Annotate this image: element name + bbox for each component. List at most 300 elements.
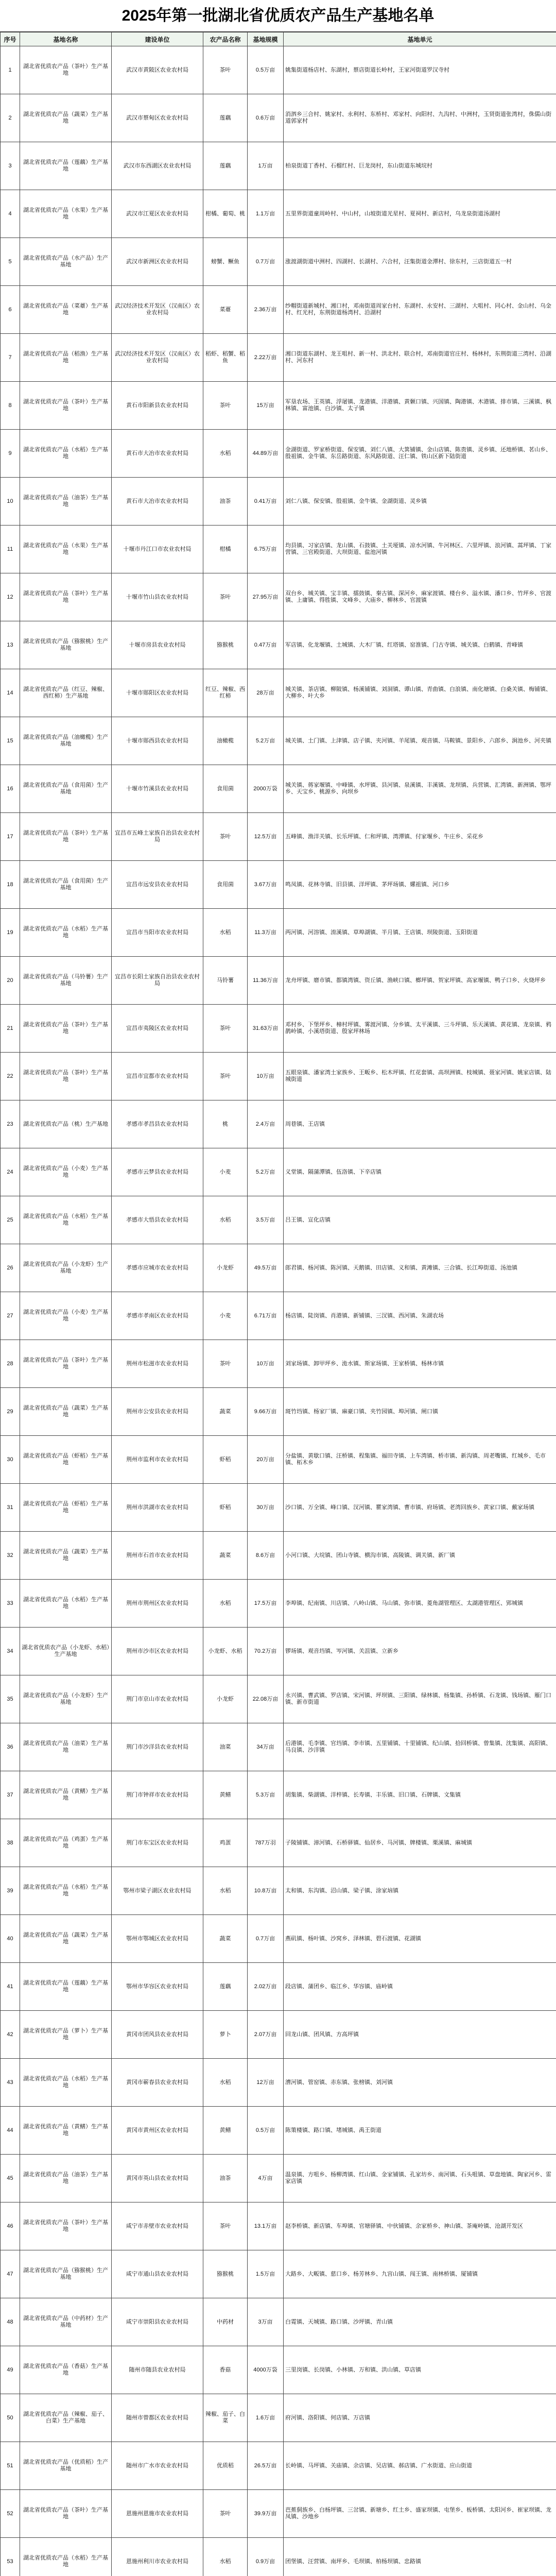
cell-units-text: 义堂镇、隔蒲潭镇、伍洛镇、下辛店镇 — [285, 1168, 381, 1175]
cell-product — [203, 1244, 248, 1292]
cell-product — [203, 909, 248, 957]
cell-name-text: 湖北省优质农产品（黄鳝）生产基地 — [23, 2124, 108, 2137]
cell-product — [203, 2250, 248, 2298]
cell-scale — [248, 1100, 284, 1148]
cell-name — [20, 909, 112, 957]
table-row — [1, 1867, 556, 1915]
cell-scale — [248, 669, 284, 717]
column-header-name: 基地名称 — [20, 32, 112, 46]
cell-product-text: 马铃薯 — [217, 977, 234, 984]
cell-org — [112, 2442, 203, 2490]
cell-units — [284, 2490, 556, 2538]
cell-scale-text: 39.9万亩 — [254, 2510, 277, 2517]
table-row — [1, 478, 556, 526]
cell-name — [20, 526, 112, 573]
cell-no-text: 20 — [7, 977, 13, 984]
cell-product — [203, 1292, 248, 1340]
table-row — [1, 2059, 556, 2107]
cell-name — [20, 2538, 112, 2576]
cell-no — [1, 1819, 20, 1867]
cell-org-text: 荆门市沙洋县农业农村局 — [126, 1743, 188, 1750]
cell-org-text: 荆州市公安县农业农村局 — [126, 1408, 188, 1415]
cell-scale-text: 49.5万亩 — [254, 1264, 277, 1271]
cell-no — [1, 1628, 20, 1675]
cell-product — [203, 2202, 248, 2250]
cell-scale-text: 27.95万亩 — [252, 594, 279, 600]
column-header-no: 序号 — [1, 32, 20, 46]
cell-org — [112, 238, 203, 286]
cell-name — [20, 1580, 112, 1628]
cell-product-text: 虾稻 — [219, 1504, 231, 1511]
cell-units-text: 赵李桥镇、新店镇、车埠镇、官塘驿镇、中伙铺镇、余家桥乡、神山镇、茶庵岭镇、沧湖开发区 — [285, 2223, 523, 2229]
cell-name-text: 湖北省优质农产品（水稻）生产基地 — [23, 2076, 108, 2089]
cell-product-text: 莲藕 — [219, 162, 231, 169]
document-title: 2025年第一批湖北省优质农产品生产基地名单 — [0, 0, 556, 32]
cell-no-text: 17 — [7, 833, 13, 840]
cell-units — [284, 1628, 556, 1675]
cell-product — [203, 1340, 248, 1388]
cell-no — [1, 46, 20, 94]
cell-product — [203, 621, 248, 669]
cell-scale — [248, 1819, 284, 1867]
cell-scale-text: 10万亩 — [256, 1360, 274, 1367]
cell-org-text: 恩施州利川市农业农村局 — [126, 2558, 188, 2565]
cell-no — [1, 1388, 20, 1436]
table-row — [1, 2394, 556, 2442]
cell-no — [1, 142, 20, 190]
cell-org — [112, 861, 203, 909]
cell-units-text: 温泉镇、方咀乡、杨柳湾镇、红山镇、金家铺镇、孔家坊乡、南河镇、石头咀镇、草盘地镇、陶家河乡、雷家店镇 — [285, 2172, 551, 2184]
cell-no — [1, 669, 20, 717]
cell-scale-text: 11.3万亩 — [254, 929, 276, 936]
cell-units-text: 城关镇、蒋家堰镇、中峰镇、水坪镇、县河镇、泉溪镇、丰溪镇、龙坝镇、兵营镇、汇湾镇、新洲镇、鄂坪乡、天宝乡、桃源乡、向坝乡 — [285, 782, 551, 795]
cell-product-text: 食用菌 — [217, 881, 234, 888]
cell-name-text: 湖北省优质农产品（小龙虾、水稻）生产基地 — [22, 1645, 110, 1657]
cell-name-text: 湖北省优质农产品（茶叶）生产基地 — [23, 63, 108, 76]
cell-org-text: 荆州市松滋市农业农村局 — [126, 1360, 188, 1367]
cell-scale — [248, 2059, 284, 2107]
cell-no-text: 7 — [8, 354, 12, 361]
cell-units — [284, 957, 556, 1005]
cell-units — [284, 2107, 556, 2155]
cell-org — [112, 1771, 203, 1819]
cell-no — [1, 190, 20, 238]
cell-units-text: 子陵铺镇、漳河镇、石桥驿镇、仙居乡、马河镇、牌楼镇、栗溪镇、麻城镇 — [285, 1839, 472, 1846]
cell-scale-text: 10万亩 — [256, 1073, 274, 1079]
cell-units — [284, 1963, 556, 2011]
cell-org-text: 咸宁市赤壁市农业农村局 — [126, 2223, 188, 2229]
cell-product-text: 茶叶 — [219, 1360, 231, 1367]
column-header-units: 基地单元 — [284, 32, 556, 46]
cell-scale-text: 6.75万亩 — [254, 546, 277, 552]
cell-product — [203, 1436, 248, 1484]
cell-org-text: 孝感市孝南区农业农村局 — [126, 1312, 188, 1319]
cell-units-text: 涨渡湖街道中洲村、四湖村、长湖村、六合村，汪集街道金潭村、徐东村，三店街道五一村 — [285, 258, 512, 265]
cell-scale-text: 2.07万亩 — [254, 2031, 277, 2038]
cell-units — [284, 1196, 556, 1244]
table-row — [1, 1340, 556, 1388]
cell-units — [284, 1340, 556, 1388]
table-row — [1, 46, 556, 94]
cell-no — [1, 1675, 20, 1723]
cell-product — [203, 2538, 248, 2576]
cell-org — [112, 430, 203, 478]
cell-units-text: 军店镇、化龙堰镇、土城镇、大木厂镇、红塔镇、窑淮镇、门古寺镇、城关镇、白鹤镇、青峰镇 — [285, 641, 523, 648]
cell-org — [112, 621, 203, 669]
cell-scale-text: 787万羽 — [255, 1839, 276, 1846]
cell-name — [20, 1196, 112, 1244]
cell-scale — [248, 1196, 284, 1244]
cell-name — [20, 1053, 112, 1100]
table-row — [1, 2107, 556, 2155]
cell-no-text: 27 — [7, 1312, 13, 1319]
cell-units — [284, 1244, 556, 1292]
cell-name-text: 湖北省优质农产品（食用菌）生产基地 — [23, 782, 108, 795]
cell-no — [1, 2011, 20, 2059]
cell-org — [112, 2346, 203, 2394]
cell-org-text: 荆门市东宝区农业农村局 — [126, 1839, 188, 1846]
cell-units-text: 漕河镇、管窑镇、赤东镇、张榜镇、刘河镇 — [285, 2079, 393, 2086]
cell-name-text: 湖北省优质农产品（水稻）生产基地 — [23, 447, 108, 460]
cell-scale — [248, 1867, 284, 1915]
cell-units — [284, 813, 556, 861]
cell-org — [112, 2155, 203, 2202]
cell-product — [203, 813, 248, 861]
cell-name — [20, 1532, 112, 1580]
cell-scale-text: 26.5万亩 — [254, 2462, 277, 2469]
cell-name — [20, 1292, 112, 1340]
cell-product-text: 鸡蛋 — [219, 1839, 231, 1846]
table-row — [1, 1484, 556, 1532]
cell-scale-text: 0.47万亩 — [254, 641, 277, 648]
cell-org — [112, 2202, 203, 2250]
cell-no — [1, 1867, 20, 1915]
cell-no — [1, 717, 20, 765]
cell-product-text: 黄鳝 — [219, 1791, 231, 1798]
cell-product-text: 虾稻 — [219, 1456, 231, 1463]
cell-scale-text: 0.6万亩 — [255, 114, 275, 121]
cell-org — [112, 1819, 203, 1867]
cell-no-text: 37 — [7, 1791, 13, 1798]
table-row — [1, 1723, 556, 1771]
cell-no — [1, 1148, 20, 1196]
cell-no — [1, 2250, 20, 2298]
cell-scale — [248, 430, 284, 478]
cell-no-text: 15 — [7, 737, 13, 744]
cell-name-text: 湖北省优质农产品（食用菌）生产基地 — [23, 878, 108, 891]
table-row — [1, 1196, 556, 1244]
cell-product — [203, 1819, 248, 1867]
cell-units-text: 两河镇、河溶镇、淯溪镇、草埠湖镇、半月镇、王店镇、坝陵街道、玉阳街道 — [285, 929, 478, 936]
cell-name — [20, 2011, 112, 2059]
cell-no — [1, 813, 20, 861]
cell-units — [284, 1771, 556, 1819]
cell-units-text: 白霓镇、天城镇、路口镇、沙坪镇、青山镇 — [285, 2318, 393, 2325]
table-row — [1, 2346, 556, 2394]
cell-no — [1, 2155, 20, 2202]
cell-scale — [248, 2250, 284, 2298]
column-header-scale: 基地规模 — [248, 32, 284, 46]
cell-units — [284, 2059, 556, 2107]
cell-scale-text: 2.4万亩 — [255, 1121, 275, 1127]
cell-org-text: 黄冈市蕲春县农业农村局 — [126, 2079, 188, 2086]
cell-scale — [248, 1340, 284, 1388]
cell-name — [20, 1771, 112, 1819]
cell-no — [1, 2059, 20, 2107]
cell-product — [203, 1963, 248, 2011]
cell-no-text: 45 — [7, 2175, 13, 2181]
cell-name-text: 湖北省优质农产品（蔬菜）生产基地 — [23, 1405, 108, 1418]
cell-scale-text: 13.1万亩 — [254, 2223, 277, 2229]
cell-scale — [248, 573, 284, 621]
cell-name — [20, 382, 112, 430]
cell-units-text: 金湖街道、罗家桥街道、保安镇、刘仁八镇、大箕铺镇、金山店镇、陈贵镇、灵乡镇、还地桥镇、茗山乡、殷祖镇、金牛镇、东岳路街道、东风路街道、汪仁镇、铁山区新下陆街道 — [285, 447, 551, 460]
cell-scale — [248, 1005, 284, 1053]
cell-org-text: 武汉经济技术开发区（汉南区）农业农村局 — [115, 303, 200, 316]
table-row — [1, 1819, 556, 1867]
cell-scale — [248, 382, 284, 430]
cell-name — [20, 669, 112, 717]
cell-no-text: 12 — [7, 594, 13, 600]
cell-units-text: 分盐镇、黄歇口镇、汪桥镇、程集镇、福田寺镇、上车湾镇、桥市镇、新沟镇、周老嘴镇、红城乡、毛市镇、柘木乡 — [285, 1453, 546, 1466]
cell-units-text: 柏泉街道丁香村、石榴红村、巨龙岗村，东山街道东城垸村 — [285, 162, 432, 169]
cell-scale-text: 4000万袋 — [253, 2366, 277, 2373]
table-row — [1, 2298, 556, 2346]
cell-units — [284, 334, 556, 382]
cell-name — [20, 1340, 112, 1388]
cell-org-text: 黄石市大冶市农业农村局 — [126, 450, 188, 456]
cell-name — [20, 2059, 112, 2107]
cell-org-text: 武汉市蔡甸区农业农村局 — [126, 114, 188, 121]
cell-units — [284, 861, 556, 909]
cell-no — [1, 1436, 20, 1484]
cell-no-text: 42 — [7, 2031, 13, 2038]
table-row — [1, 1580, 556, 1628]
table-row — [1, 1436, 556, 1484]
cell-org-text: 黄石市大冶市农业农村局 — [126, 498, 188, 504]
cell-units — [284, 765, 556, 813]
table-row — [1, 2011, 556, 2059]
cell-org — [112, 909, 203, 957]
cell-units — [284, 2346, 556, 2394]
cell-scale-text: 10.8万亩 — [254, 1887, 277, 1894]
cell-product — [203, 2394, 248, 2442]
cell-no-text: 8 — [8, 402, 12, 409]
cell-scale — [248, 1484, 284, 1532]
cell-scale-text: 31.63万亩 — [252, 1025, 279, 1031]
cell-scale-text: 28万亩 — [256, 689, 274, 696]
cell-product — [203, 286, 248, 334]
cell-product — [203, 1771, 248, 1819]
cell-org — [112, 1053, 203, 1100]
cell-no — [1, 1771, 20, 1819]
cell-org — [112, 813, 203, 861]
cell-units — [284, 573, 556, 621]
cell-units — [284, 1005, 556, 1053]
cell-product — [203, 957, 248, 1005]
cell-units — [284, 142, 556, 190]
cell-org — [112, 717, 203, 765]
cell-org-text: 武汉市新洲区农业农村局 — [126, 258, 188, 265]
cell-name-text: 湖北省优质农产品（虾稻）生产基地 — [23, 1453, 108, 1466]
cell-name-text: 湖北省优质农产品（茶叶）生产基地 — [23, 1070, 108, 1082]
cell-name-text: 湖北省优质农产品（中药材）生产基地 — [23, 2315, 108, 2328]
cell-scale — [248, 1771, 284, 1819]
cell-name — [20, 1628, 112, 1675]
table-row — [1, 142, 556, 190]
table-row — [1, 526, 556, 573]
cell-no-text: 25 — [7, 1216, 13, 1223]
cell-name-text: 湖北省优质农产品（油茶）生产基地 — [23, 495, 108, 507]
cell-no-text: 6 — [8, 306, 12, 313]
cell-units-text: 纱帽街道新城村、湘口村，邓南街道周家台村、东湖村、永安村、三湖村、大咀村、同心村、金山村、乌金村、红光村，东荆街道杨湾村、沿湖村 — [285, 303, 551, 316]
cell-org — [112, 334, 203, 382]
cell-no-text: 2 — [8, 114, 12, 121]
cell-product — [203, 1628, 248, 1675]
cell-org — [112, 1723, 203, 1771]
cell-product-text: 水稻 — [219, 450, 231, 456]
cell-org — [112, 46, 203, 94]
cell-no-text: 11 — [7, 546, 13, 552]
table-row — [1, 238, 556, 286]
table-row — [1, 717, 556, 765]
cell-scale — [248, 1532, 284, 1580]
cell-no-text: 48 — [7, 2318, 13, 2325]
cell-units-text: 斑竹垱镇、杨家厂镇、麻豪口镇、夹竹园镇、埠河镇、闸口镇 — [285, 1408, 438, 1415]
cell-scale — [248, 813, 284, 861]
cell-units-text: 刘仁八镇、保安镇、殷祖镇、金牛镇、金湖街道、灵乡镇 — [285, 498, 427, 504]
cell-no — [1, 2346, 20, 2394]
cell-product-text: 茶叶 — [219, 833, 231, 840]
cell-product — [203, 1532, 248, 1580]
table-row — [1, 1963, 556, 2011]
table-row — [1, 1053, 556, 1100]
cell-no-text: 38 — [7, 1839, 13, 1846]
cell-no-text: 51 — [7, 2462, 13, 2469]
cell-org-text: 鄂州市华容区农业农村局 — [126, 1983, 188, 1990]
cell-product — [203, 1100, 248, 1148]
cell-org — [112, 94, 203, 142]
cell-units-text: 姚集街道杨店村、东湖村，蔡店街道长岭村，王家河街道罗汉寺村 — [285, 66, 449, 73]
cell-units-text: 吕王镇、宣化店镇 — [285, 1216, 331, 1223]
cell-units-text: 后港镇、毛李镇、官垱镇、李市镇、五里铺镇、十里铺镇、纪山镇、拾回桥镇、曾集镇、沈集镇、高阳镇、马良镇、沙洋镇 — [285, 1740, 551, 1753]
cell-product-text: 小麦 — [219, 1168, 231, 1175]
cell-product — [203, 1148, 248, 1196]
cell-units-text: 杨店镇、陡岗镇、肖港镇、新铺镇、三汊镇、西河镇、朱湖农场 — [285, 1312, 444, 1319]
cell-product — [203, 1915, 248, 1963]
cell-scale — [248, 2155, 284, 2202]
cell-units — [284, 1819, 556, 1867]
cell-product-text: 油茶 — [219, 498, 231, 504]
cell-product-text: 辣椒、茄子、白菜 — [205, 2411, 245, 2424]
cell-units-text: 双台乡、城关镇、宝丰镇、擂鼓镇、秦古镇、深河乡、麻家渡镇、楼台乡、溢水镇、潘口乡、竹坪乡、官渡镇、上庸镇、得胜镇、文峰乡、大庙乡、柳林乡、官渡镇 — [285, 590, 551, 603]
cell-product-text: 黄鳝 — [219, 2127, 231, 2133]
cell-product-text: 莲藕 — [219, 114, 231, 121]
cell-product-text: 蔬菜 — [219, 1552, 231, 1558]
cell-product — [203, 861, 248, 909]
cell-units — [284, 2394, 556, 2442]
cell-scale-text: 0.41万亩 — [254, 498, 277, 504]
cell-org — [112, 2250, 203, 2298]
table-row — [1, 1244, 556, 1292]
cell-units-text: 回龙山镇、团风镇、方高坪镇 — [285, 2031, 359, 2038]
cell-product-text: 茶叶 — [219, 1073, 231, 1079]
cell-name — [20, 1005, 112, 1053]
cell-product-text: 水稻 — [219, 2558, 231, 2565]
cell-org-text: 宜昌市五峰土家族自治县农业农村局 — [115, 830, 200, 843]
cell-no — [1, 1963, 20, 2011]
cell-scale-text: 70.2万亩 — [254, 1648, 277, 1654]
base-list-table — [0, 32, 556, 2576]
cell-name-text: 湖北省优质农产品（油橄榄）生产基地 — [23, 734, 108, 747]
cell-name-text: 湖北省优质农产品（红豆、辣椒、西红柿）生产基地 — [23, 686, 108, 699]
cell-name — [20, 1436, 112, 1484]
cell-product — [203, 190, 248, 238]
cell-org-text: 荆州市监利市农业农村局 — [126, 1456, 188, 1463]
cell-no-text: 46 — [7, 2223, 13, 2229]
cell-units — [284, 238, 556, 286]
cell-org-text: 十堰市房县农业农村局 — [129, 641, 186, 648]
cell-org-text: 十堰市郧阳区农业农村局 — [126, 689, 188, 696]
cell-org — [112, 573, 203, 621]
cell-name-text: 湖北省优质农产品（小麦）生产基地 — [23, 1309, 108, 1322]
cell-units-text: 沙口镇、万全镇、峰口镇、汊河镇、瞿家湾镇、曹市镇、府场镇、老湾回族乡、黄家口镇、戴家场镇 — [285, 1504, 534, 1511]
cell-name — [20, 238, 112, 286]
cell-no — [1, 2202, 20, 2250]
cell-org — [112, 1100, 203, 1148]
cell-no — [1, 1053, 20, 1100]
cell-scale — [248, 142, 284, 190]
cell-scale — [248, 1436, 284, 1484]
cell-units — [284, 1053, 556, 1100]
cell-units-text: 湘口街道东湖村、龙王咀村、新一村、洪北村、联合村，邓南街道官庄村、杨林村，东荆街道三湾村、沿湖村、河东村 — [285, 351, 551, 364]
cell-scale — [248, 1580, 284, 1628]
cell-units-text: 小河口镇、大垸镇、团山寺镇、横沟市镇、高陵镇、调关镇、新厂镇 — [285, 1552, 455, 1558]
cell-product-text: 茶叶 — [219, 594, 231, 600]
column-header-product: 农产品名称 — [203, 32, 248, 46]
cell-no — [1, 2298, 20, 2346]
cell-no — [1, 430, 20, 478]
cell-org-text: 孝感市大悟县农业农村局 — [126, 1216, 188, 1223]
table-row — [1, 2202, 556, 2250]
cell-org-text: 黄冈市英山县农业农村局 — [126, 2175, 188, 2181]
cell-product-text: 食用菌 — [217, 785, 234, 792]
cell-units — [284, 1292, 556, 1340]
cell-no — [1, 1100, 20, 1148]
cell-org — [112, 1148, 203, 1196]
cell-units-text: 军垦农场、王英镇、浮屠镇、龙港镇、洋港镇、黄颡口镇、兴国镇、陶港镇、木港镇、排市镇、三溪镇、枫林镇、富池镇、白沙镇、太子镇 — [285, 399, 551, 412]
cell-no — [1, 1484, 20, 1532]
cell-name — [20, 334, 112, 382]
cell-product-text: 小龙虾 — [217, 1696, 234, 1702]
table-row — [1, 1292, 556, 1340]
cell-name — [20, 94, 112, 142]
cell-org — [112, 1867, 203, 1915]
cell-product-text: 桃 — [222, 1121, 228, 1127]
cell-scale-text: 17.5万亩 — [254, 1600, 277, 1606]
cell-scale — [248, 1148, 284, 1196]
cell-no-text: 43 — [7, 2079, 13, 2086]
cell-scale — [248, 2011, 284, 2059]
cell-scale — [248, 1915, 284, 1963]
cell-product — [203, 1580, 248, 1628]
table-row — [1, 1388, 556, 1436]
cell-org-text: 十堰市丹江口市农业农村局 — [123, 546, 192, 552]
cell-org-text: 荆州市荆州区农业农村局 — [126, 1600, 188, 1606]
cell-product-text: 茶叶 — [219, 402, 231, 409]
cell-org-text: 荆州市沙市区农业农村局 — [126, 1648, 188, 1654]
cell-org — [112, 1675, 203, 1723]
